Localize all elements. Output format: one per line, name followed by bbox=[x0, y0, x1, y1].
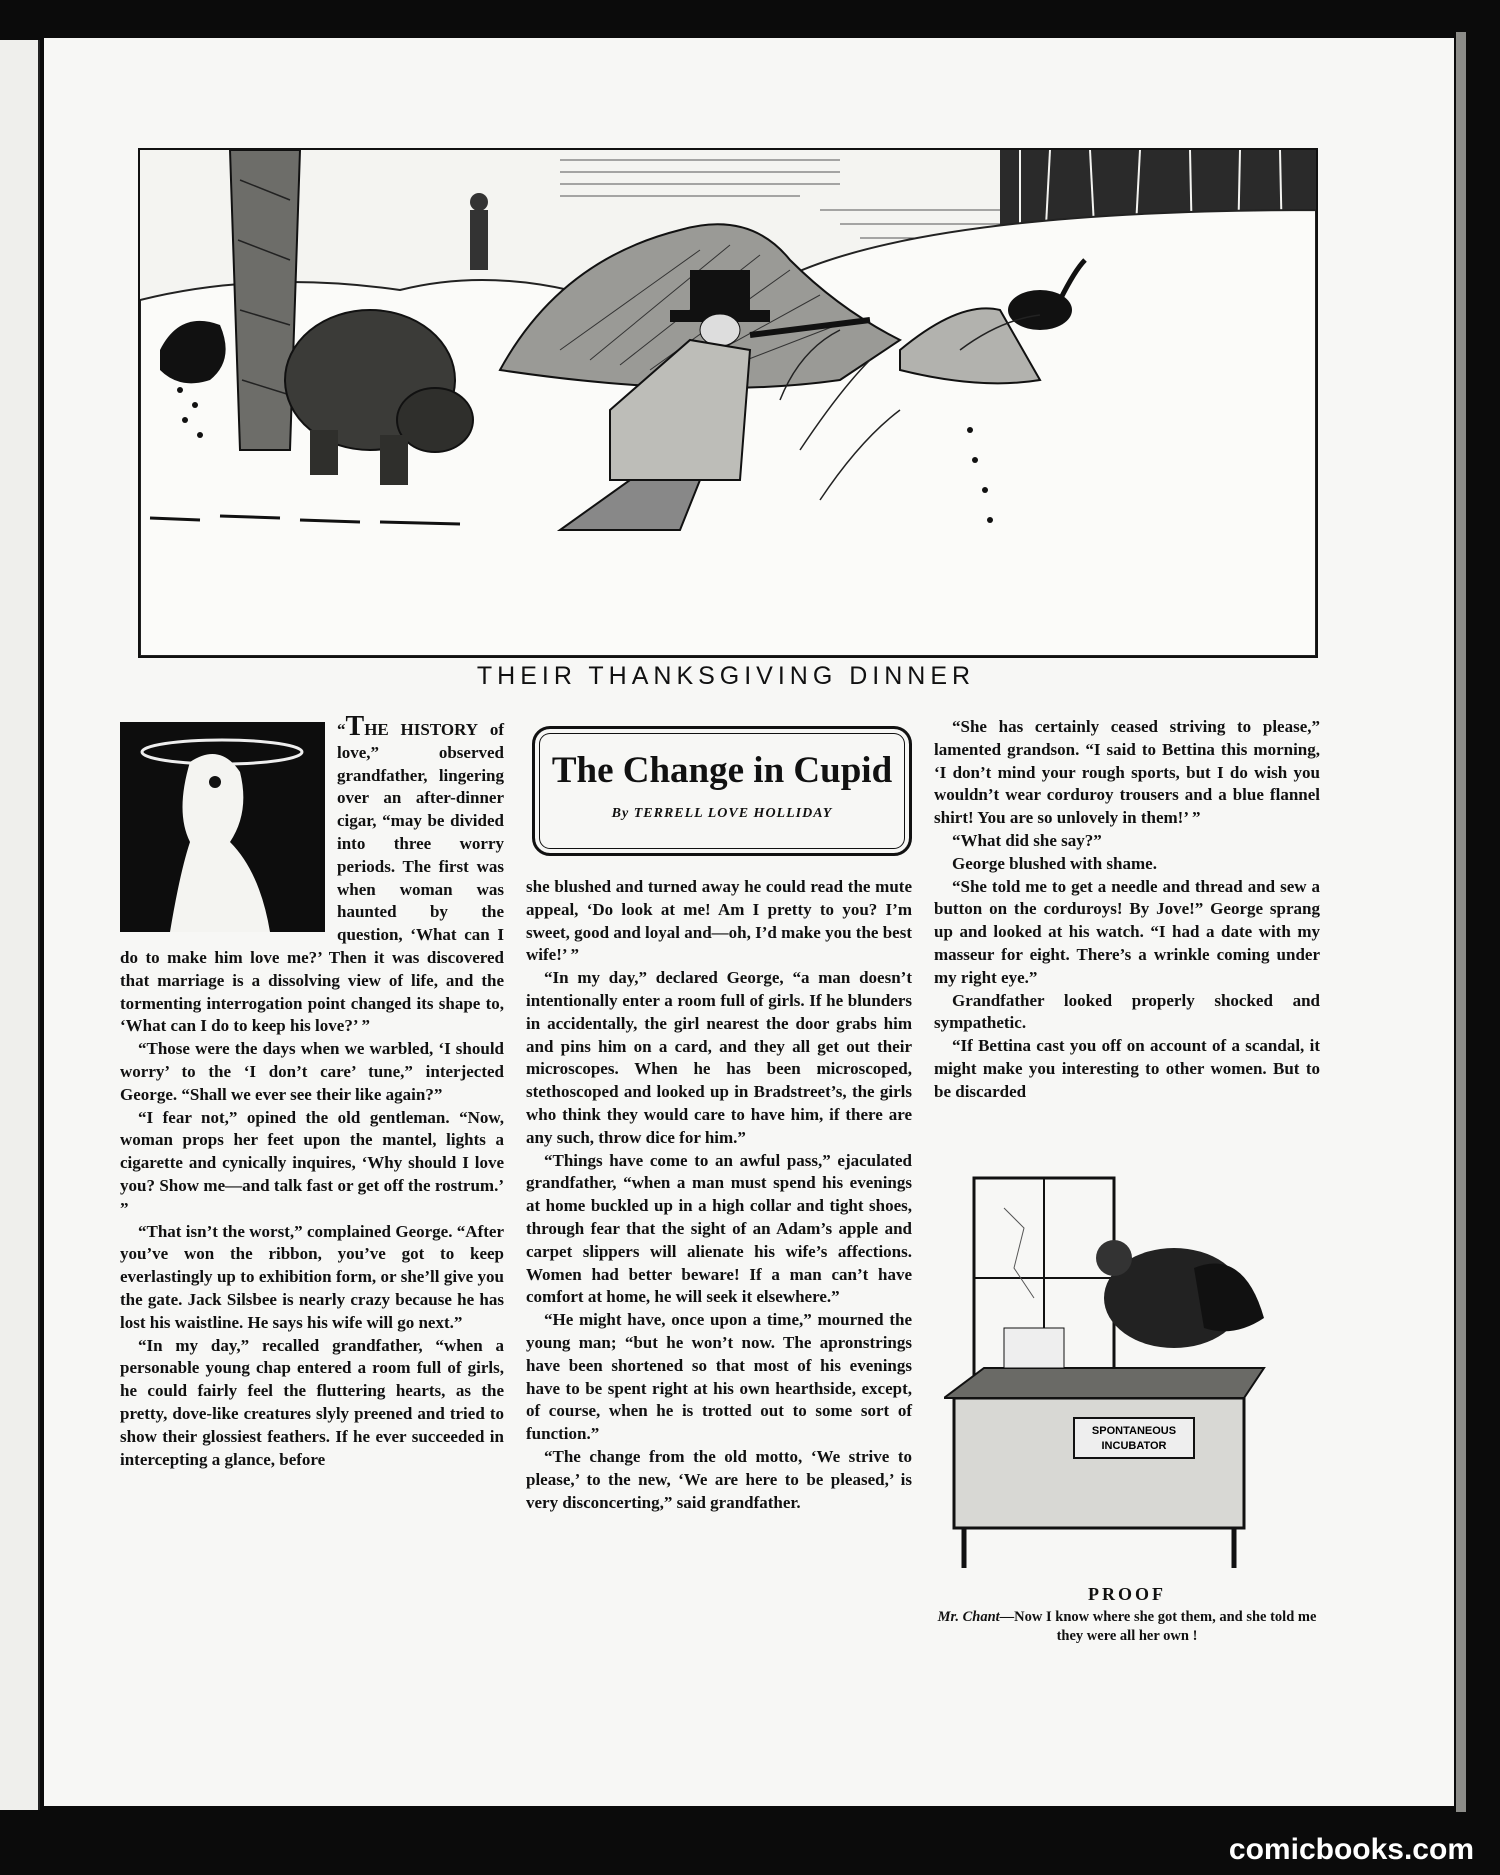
paragraph: “If Bettina cast you off on account of a scandal, it might make you interesting to other women. But to be discarded bbox=[934, 1036, 1320, 1101]
paragraph: George blushed with shame. bbox=[952, 853, 1157, 873]
paragraph: “He might have, once upon a time,” mourned the young man; “but he won’t now. The apronstrings have been shortened so that most of his evenings have to be spent right at his own hearthside, except, of course, when he is trotted out to some sort of function.” bbox=[526, 1310, 912, 1444]
cartoon-title: PROOF bbox=[1088, 1584, 1166, 1604]
article-column-2 bbox=[526, 876, 912, 1514]
illustration-drawing bbox=[140, 150, 1316, 656]
paragraph: “She told me to get a needle and thread and sew a button on the corduroys! By Jove!” George sprang up and looked at his watch. “I had a date with my masseur for eight. There’s a wrinkle coming under my right eye.” bbox=[934, 876, 1320, 987]
paragraph: “Those were the days when we warbled, ‘I should worry’ to the ‘I don’t care’ tune,” interjected George. “Shall we ever see their like again?” bbox=[120, 1039, 504, 1104]
paragraph: she blushed and turned away he could read the mute appeal, ‘Do look at me! Am I pretty to you? I’m sweet, good and loyal and—oh, I’d make you the best wife!’ ” bbox=[526, 877, 912, 965]
open-quote: “ bbox=[337, 720, 346, 739]
paragraph-text: of love,” observed grandfather, lingering over an after-dinner cigar, “may be divided into three worry periods. The first was when woman was haunted by the question, ‘What can I do to make him love me?’ Then it was discovered that marriage is a dissolving view of life, and the tormenting interrogation point changed its shape to, ‘What can I do to keep his love?’ ” bbox=[120, 720, 504, 1036]
paragraph: “I fear not,” opined the old gentleman. “Now, woman props her feet upon the mantel, lights a cigarette and cynically inquires, ‘Why should I love you? Show me—and talk fast or get off the rostrum.’ ” bbox=[120, 1107, 504, 1218]
article-byline: By TERRELL LOVE HOLLIDAY bbox=[611, 806, 833, 821]
article-column-1 bbox=[120, 711, 504, 1471]
left-page-edge bbox=[0, 40, 40, 1810]
thanksgiving-illustration bbox=[138, 148, 1318, 658]
paragraph: Grandfather looked properly shocked and sympathetic. bbox=[934, 990, 1320, 1033]
first-words: HE HISTORY bbox=[364, 720, 479, 739]
turkey-ghost-illustration bbox=[120, 722, 325, 932]
paragraph bbox=[120, 711, 504, 1038]
incubator-label-line2: INCUBATOR bbox=[1101, 1440, 1167, 1452]
cartoon-caption bbox=[930, 1608, 1324, 1646]
illustration-caption: THEIR THANKSGIVING DINNER bbox=[476, 662, 976, 690]
paragraph: “She has certainly ceased striving to please,” lamented grandson. “I said to Bettina this morning, ‘I don’t mind your rough sports, but I do wish you wouldn’t wear corduroy trousers and a blue flannel shirt! You are so unlovely in them!’ ” bbox=[934, 717, 1320, 828]
paragraph: “In my day,” recalled grandfather, “when a personable young chap entered a room full of girls, he could fairly feel the fluttering hearts, as the pretty, dove-like creatures slyly preened and tried to show their glossiest feathers. If he ever succeeded in intercepting a glance, before bbox=[120, 1335, 504, 1469]
cartoon-caption-text: —Now I know where she got them, and she told me they were all her own ! bbox=[999, 1609, 1317, 1644]
article-title-box bbox=[532, 726, 912, 856]
paragraph: “In my day,” declared George, “a man doesn’t intentionally enter a room full of girls. If he blunders in accidentally, the girl nearest the door grabs him and pins him on a card, and they all get out their microscopes. When he has been microscoped, stethoscoped and looked up in Bradstreet’s, the girls who think they would care to have him, if there are any such, throw dice for him.” bbox=[526, 968, 912, 1147]
paragraph: “Things have come to an awful pass,” ejaculated grandfather, “when a man must spend his evenings at home buckled up in a high collar and tight shoes, through fear that the sight of an Adam’s apple and carpet slippers will alienate his wife’s affections. Women had better beware! If a man can’t have comfort at home, he will seek it elsewhere.” bbox=[526, 1150, 912, 1307]
paragraph: “The change from the old motto, ‘We strive to please,’ to the new, ‘We are here to be pleased,’ is very disconcerting,” said grandfather. bbox=[526, 1446, 912, 1512]
drop-cap: T bbox=[345, 711, 365, 742]
watermark: comicbooks.com bbox=[1228, 1833, 1474, 1866]
article-title: The Change in Cupid bbox=[551, 750, 893, 791]
paragraph: “That isn’t the worst,” complained George. “After you’ve won the ribbon, you’ve got to keep everlastingly up to exhibition form, or she’ll give you the gate. Jack Silsbee is nearly crazy because he has lost his waistline. He says his wife will go next.” bbox=[120, 1221, 504, 1332]
incubator-cartoon bbox=[944, 1168, 1314, 1578]
cartoon-speaker: Mr. Chant bbox=[937, 1609, 1000, 1625]
cartoon-drawing bbox=[944, 1168, 1314, 1578]
article-column-3 bbox=[934, 716, 1320, 1104]
paragraph: “What did she say?” bbox=[952, 830, 1102, 850]
right-binding-edge bbox=[1456, 32, 1466, 1812]
incubator-label-line1: SPONTANEOUS bbox=[1091, 1425, 1177, 1437]
